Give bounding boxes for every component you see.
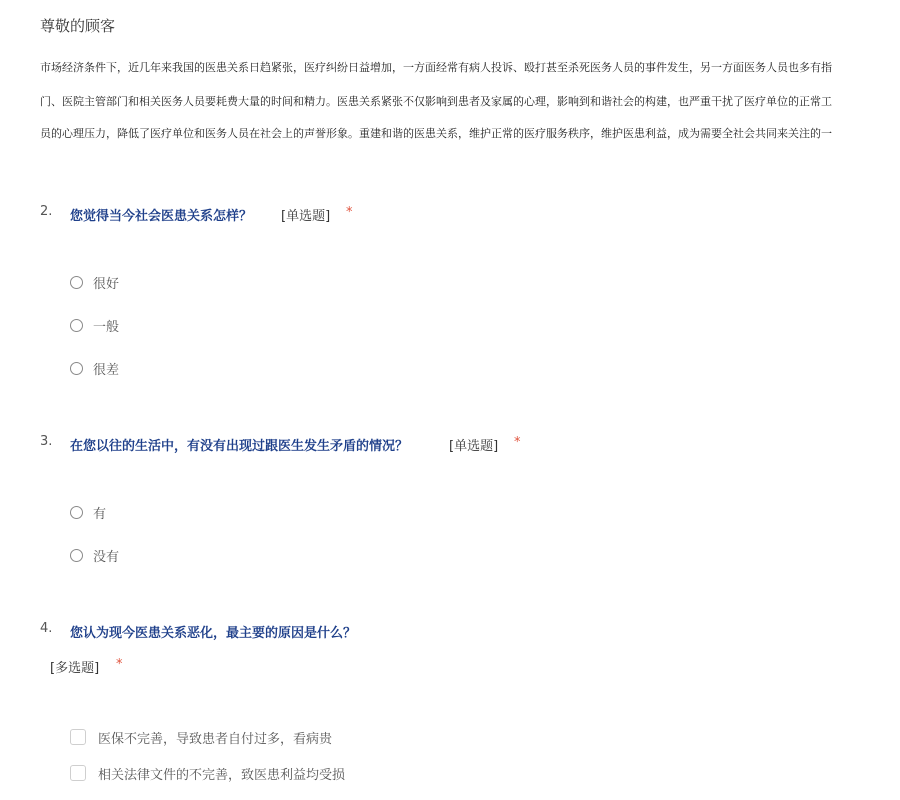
question-type: [单选题] — [281, 209, 331, 224]
intro-title: 尊敬的顾客 — [40, 17, 116, 35]
checkbox[interactable] — [70, 729, 86, 745]
intro-line: 员的心理压力，降低了医疗单位和医务人员在社会上的声誉形象。重建和谐的医患关系，维护正常的医疗服务秩序，维护医患利益，成为需要全社会共同来关注的一 — [40, 127, 832, 140]
intro-line: 市场经济条件下，近几年来我国的医患关系日趋紧张，医疗纠纷日益增加，一方面经常有病人投诉、殴打甚至杀死医务人员的事件发生，另一方面医务人员也多有指 — [40, 61, 832, 74]
option-label: 很好 — [93, 276, 120, 292]
option-label: 没有 — [93, 549, 120, 565]
radio-button[interactable] — [70, 549, 83, 562]
option-label: 有 — [93, 506, 107, 522]
option-label: 很差 — [93, 362, 120, 378]
checkbox-option[interactable] — [70, 728, 332, 746]
required-marker: * — [514, 435, 521, 450]
radio-option[interactable] — [70, 316, 119, 334]
radio-option[interactable] — [70, 359, 119, 377]
question-title: 在您以往的生活中，有没有出现过跟医生发生矛盾的情况？ — [70, 439, 409, 454]
radio-option[interactable] — [70, 503, 106, 521]
option-label: 医保不完善，导致患者自付过多，看病贵 — [98, 731, 333, 747]
radio-button[interactable] — [70, 362, 83, 375]
required-marker: * — [116, 657, 123, 672]
question-number: 3. — [40, 434, 53, 449]
question-number: 4. — [40, 621, 53, 636]
question-type: [多选题] — [50, 661, 100, 676]
radio-option[interactable] — [70, 273, 119, 291]
radio-button[interactable] — [70, 506, 83, 519]
option-label: 一般 — [93, 319, 120, 335]
question-type: [单选题] — [449, 439, 499, 454]
radio-button[interactable] — [70, 276, 83, 289]
question-title: 您认为现今医患关系恶化，最主要的原因是什么？ — [70, 626, 357, 641]
required-marker: * — [346, 205, 353, 220]
question-number: 2. — [40, 204, 53, 219]
radio-button[interactable] — [70, 319, 83, 332]
question-title: 您觉得当今社会医患关系怎样？ — [70, 209, 253, 224]
intro-line: 门、医院主管部门和相关医务人员要耗费大量的时间和精力。医患关系紧张不仅影响到患者及家属的心理，影响到和谐社会的构建，也严重干扰了医疗单位的正常工 — [40, 95, 832, 108]
radio-option[interactable] — [70, 546, 119, 564]
checkbox[interactable] — [70, 765, 86, 781]
option-label: 相关法律文件的不完善，致医患利益均受损 — [98, 767, 346, 783]
checkbox-option[interactable] — [70, 764, 345, 782]
